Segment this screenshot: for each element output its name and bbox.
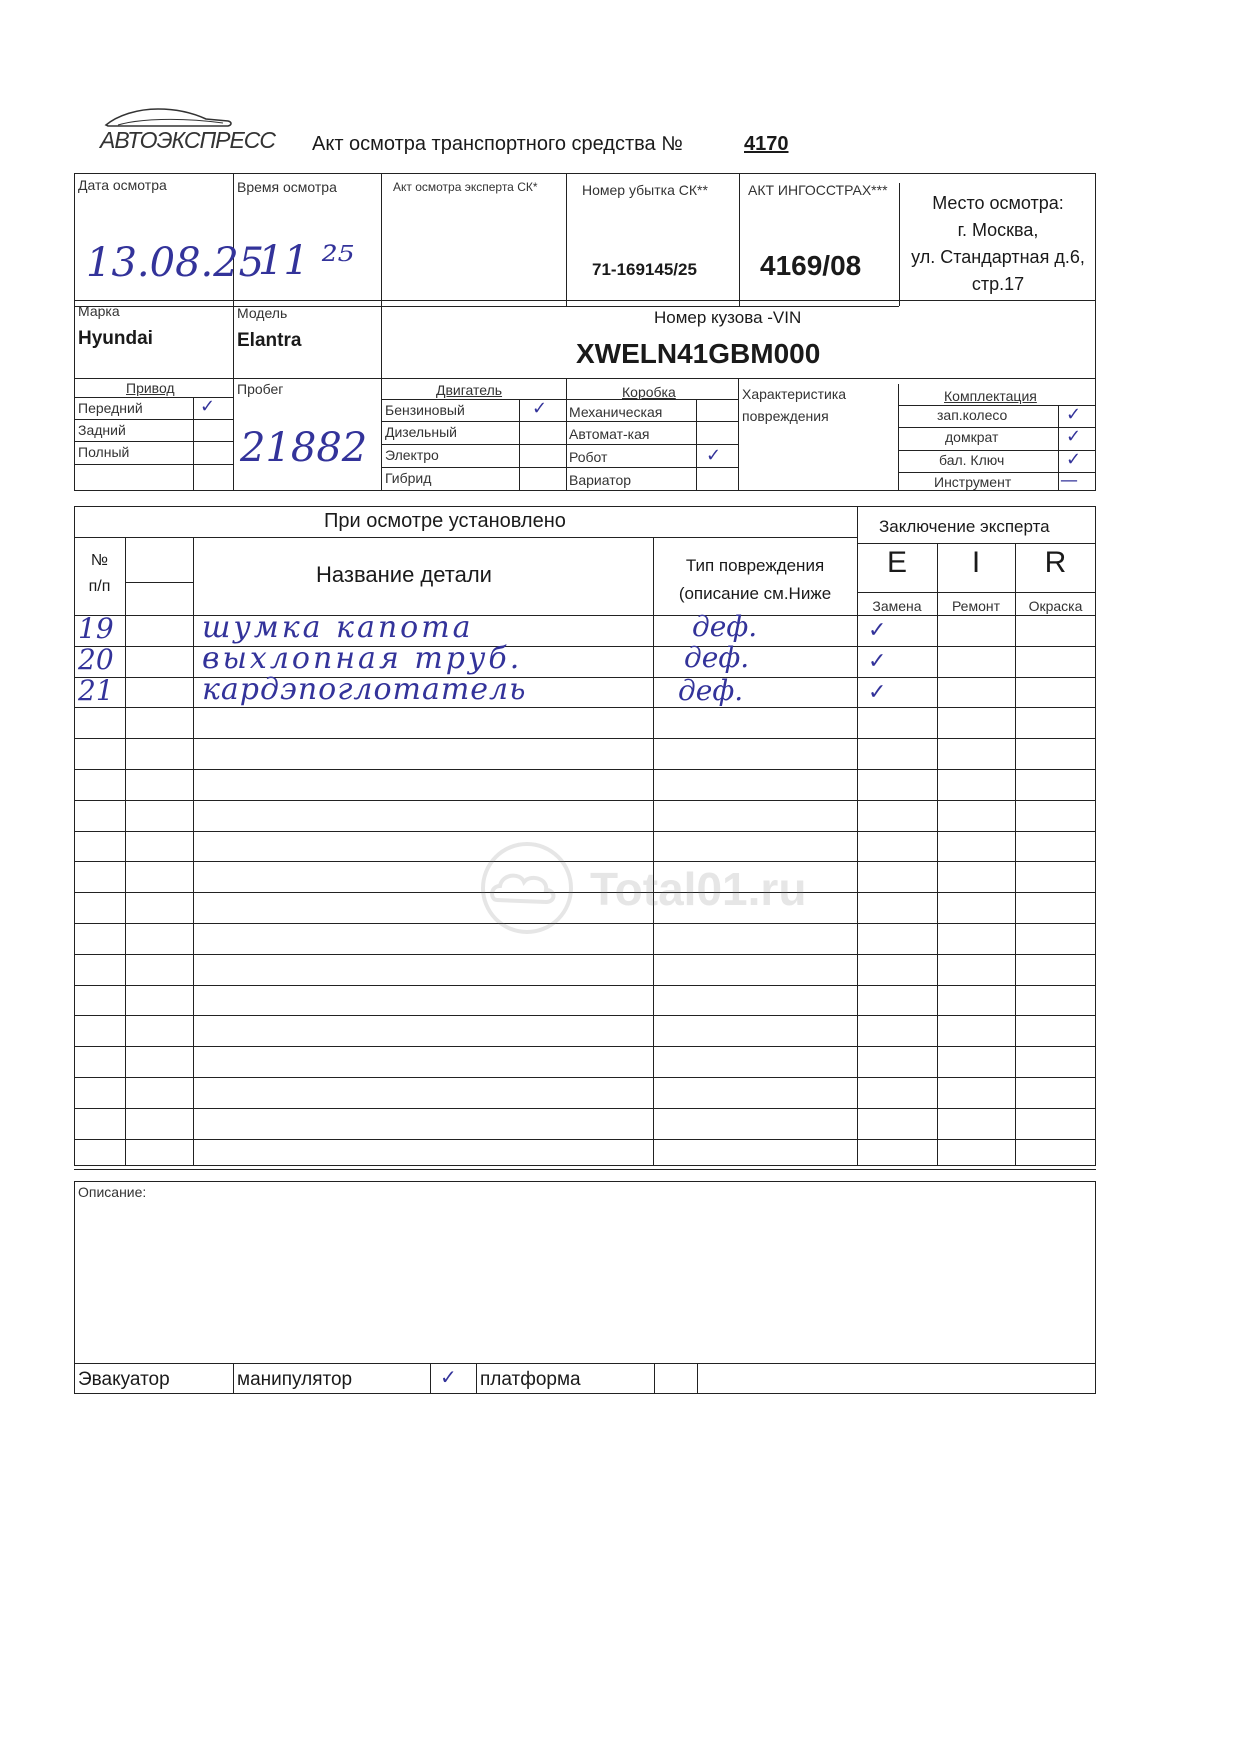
loss-number-label: Номер убытка СК** — [582, 182, 708, 198]
engine-petrol-label: Бензиновый — [385, 402, 465, 418]
car-logo-icon — [98, 103, 238, 129]
e-label: Замена — [872, 598, 922, 614]
line — [898, 384, 899, 491]
table-row-line — [74, 1139, 1096, 1140]
make-value: Hyundai — [78, 328, 153, 349]
row-damage: деф. — [692, 610, 758, 643]
line — [193, 397, 194, 491]
make-label: Марка — [78, 303, 120, 319]
e-letter: E — [886, 546, 907, 579]
gearbox-cvt-label: Вариатор — [569, 472, 632, 488]
line — [430, 1363, 431, 1394]
line — [738, 378, 739, 491]
line — [566, 378, 567, 491]
time-label: Время осмотра — [237, 179, 337, 195]
line — [74, 306, 899, 307]
drive-title: Привод — [126, 380, 175, 396]
row-replace-mark: ✓ — [868, 618, 887, 643]
place-line: Место осмотра: — [932, 193, 1064, 213]
table-row-line — [74, 800, 1096, 801]
expert-act-label: Акт осмотра эксперта СК* — [393, 180, 538, 194]
i-label: Ремонт — [951, 598, 1001, 614]
drive-awd-label: Полный — [78, 444, 130, 460]
line — [74, 1363, 1096, 1364]
line — [381, 444, 738, 445]
r-label: Окраска — [1028, 598, 1083, 614]
place-of-inspection — [900, 190, 1096, 298]
damage-type-header — [653, 552, 857, 608]
model-label: Модель — [237, 305, 288, 321]
engine-title: Двигатель — [436, 382, 503, 398]
line — [74, 378, 1096, 379]
table-row-line — [74, 954, 1096, 955]
line — [696, 399, 697, 491]
equipment-jack-mark: ✓ — [1066, 426, 1082, 447]
evacuator-label: Эвакуатор — [78, 1369, 170, 1390]
cloud-logo-icon — [472, 838, 582, 938]
num-header-line: п/п — [88, 578, 111, 595]
engine-electric-label: Электро — [385, 447, 439, 463]
gearbox-title: Коробка — [622, 384, 676, 400]
manipulator-label: манипулятор — [237, 1369, 353, 1390]
table-row — [74, 672, 1096, 708]
line — [125, 582, 193, 583]
r-letter: R — [1044, 546, 1067, 579]
line — [739, 173, 740, 306]
equipment-spare-mark: ✓ — [1066, 404, 1082, 425]
equipment-tools-label: Инструмент — [934, 474, 1012, 490]
mileage-value: 21882 — [240, 425, 368, 471]
equipment-jack-label: домкрат — [945, 429, 999, 445]
line — [857, 543, 1096, 544]
table-row-line — [74, 861, 1096, 862]
table-row-line — [74, 1015, 1096, 1016]
line — [654, 1363, 655, 1394]
model-value: Elantra — [237, 330, 302, 351]
num-header — [74, 548, 125, 600]
engine-petrol-check: ✓ — [532, 398, 548, 419]
found-title: При осмотре установлено — [324, 510, 566, 532]
platform-label: платформа — [480, 1369, 581, 1390]
line — [74, 537, 857, 538]
table-row-line — [74, 769, 1096, 770]
line — [476, 1363, 477, 1394]
damage-type-header-line: (описание см.Ниже — [678, 584, 832, 603]
page-title: Акт осмотра транспортного средства № — [312, 133, 683, 155]
engine-hybrid-label: Гибрид — [385, 470, 432, 486]
damage-label-line: Характеристика — [742, 386, 847, 402]
conclusion-title: Заключение эксперта — [879, 517, 1050, 536]
damage-label-line: повреждения — [742, 408, 829, 424]
manipulator-mark: ✓ — [440, 1365, 457, 1389]
date-value: 13.08.25 — [86, 240, 265, 286]
row-part: кардэпоглотатель — [202, 672, 527, 707]
row-number: 19 — [78, 612, 114, 645]
drive-front-check: ✓ — [200, 396, 216, 417]
equipment-tools-mark: — — [1060, 470, 1078, 491]
table-row-line — [74, 892, 1096, 893]
row-replace-mark: ✓ — [868, 649, 887, 674]
place-line: стр.17 — [971, 274, 1025, 294]
time-value: 11 ²⁵ — [258, 238, 354, 284]
line — [381, 421, 738, 422]
line — [74, 419, 233, 420]
line — [1058, 405, 1059, 491]
damage-type-header-line: Тип повреждения — [685, 556, 825, 575]
line — [233, 1363, 234, 1394]
table-row-line — [74, 1046, 1096, 1047]
watermark-text: Total01.ru — [590, 863, 807, 915]
i-letter: I — [971, 546, 981, 579]
date-label: Дата осмотра — [78, 177, 167, 193]
equipment-wrench-mark: ✓ — [1066, 449, 1082, 470]
table-row-line — [74, 985, 1096, 986]
gearbox-manual-label: Механическая — [569, 404, 663, 420]
place-line: ул. Стандартная д.6, — [911, 247, 1085, 267]
row-part: выхлопная труб. — [202, 641, 523, 676]
row-part: шумка капота — [202, 610, 474, 645]
row-damage: деф. — [678, 674, 744, 707]
logo — [98, 103, 276, 155]
ingos-value: 4169/08 — [760, 250, 862, 281]
equipment-wrench-label: бал. Ключ — [939, 452, 1005, 468]
table-row-line — [74, 1169, 1096, 1170]
line — [857, 592, 1096, 593]
place-line: г. Москва, — [957, 220, 1039, 240]
table-row-line — [74, 738, 1096, 739]
line — [519, 399, 520, 491]
line — [381, 467, 738, 468]
description-label: Описание: — [78, 1184, 147, 1200]
vin-label: Номер кузова -VIN — [654, 308, 802, 327]
vin-value: XWELN41GBM000 — [576, 338, 821, 369]
logo-text: АВТОЭКСПРЕСС — [100, 127, 276, 153]
equipment-title: Комплектация — [944, 388, 1037, 404]
line — [697, 1363, 698, 1394]
gearbox-robot-check: ✓ — [706, 445, 722, 466]
ingos-label: АКТ ИНГОССТРАХ*** — [748, 182, 888, 198]
act-number: 4170 — [744, 133, 789, 155]
line — [381, 399, 738, 400]
gearbox-robot-label: Робот — [569, 449, 608, 465]
row-damage: деф. — [684, 641, 750, 674]
row-number: 20 — [78, 643, 114, 676]
equipment-spare-label: зап.колесо — [937, 407, 1008, 423]
engine-diesel-label: Дизельный — [385, 424, 457, 440]
gearbox-auto-label: Автомат-кая — [569, 426, 650, 442]
line — [233, 173, 234, 491]
table-row-line — [74, 831, 1096, 832]
table-row-line — [74, 1077, 1096, 1078]
line — [74, 441, 233, 442]
line — [74, 464, 233, 465]
loss-number-value: 71-169145/25 — [592, 260, 697, 279]
drive-rear-label: Задний — [78, 422, 126, 438]
line — [566, 173, 567, 306]
num-header-line: № — [90, 552, 109, 569]
table-row-line — [74, 923, 1096, 924]
mileage-label: Пробег — [237, 381, 284, 397]
row-replace-mark: ✓ — [868, 680, 887, 705]
row-number: 21 — [78, 674, 114, 707]
drive-front-label: Передний — [78, 400, 143, 416]
table-row-line — [74, 1108, 1096, 1109]
line — [74, 300, 1096, 301]
part-header: Название детали — [316, 562, 492, 587]
